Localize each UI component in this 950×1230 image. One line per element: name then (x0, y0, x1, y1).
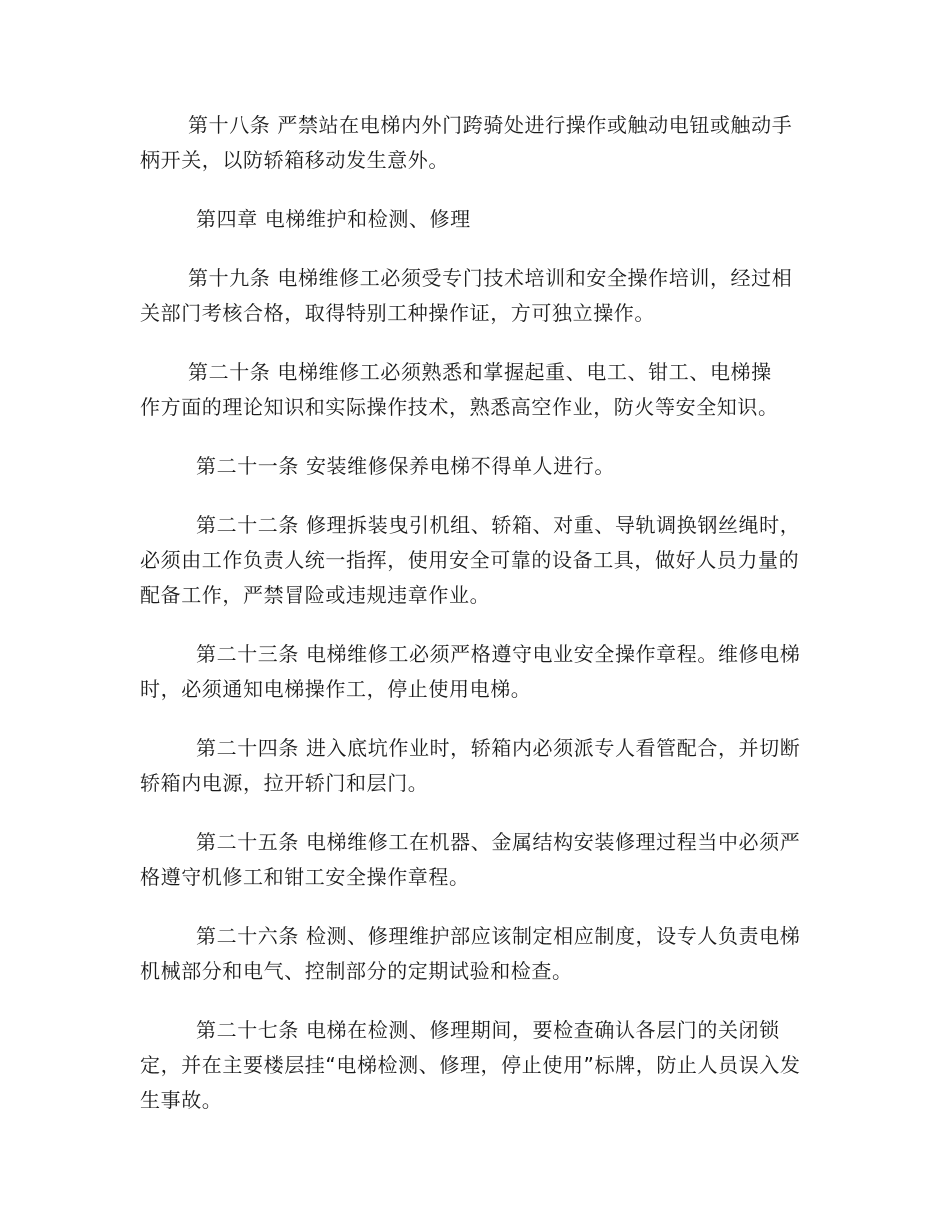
article-22: 第二十二条 修理拆装曳引机组、轿箱、对重、导轨调换钢丝绳时，必须由工作负责人统一指挥，使用安全可靠的设备工具，做好人员力量的配备工作，严禁冒险或违规违章作业。 (140, 513, 801, 607)
document-body (140, 108, 805, 1142)
article-24: 第二十四条 进入底坑作业时，轿箱内必须派专人看管配合，并切断轿箱内电源，拉开轿门和层门。 (140, 736, 801, 795)
article-23: 第二十三条 电梯维修工必须严格遵守电业安全操作章程。维修电梯时，必须通知电梯操作工，停止使用电梯。 (140, 642, 801, 701)
article-19: 第十九条 电梯维修工必须受专门技术培训和安全操作培训，经过相关部门考核合格，取得特别工种操作证，方可独立操作。 (140, 266, 793, 325)
article-18: 第十八条 严禁站在电梯内外门跨骑处进行操作或触动电钮或触动手柄开关，以防轿箱移动发生意外。 (140, 113, 793, 172)
article-25: 第二十五条 电梯维修工在机器、金属结构安装修理过程当中必须严格遵守机修工和钳工安全操作章程。 (140, 830, 801, 889)
chapter-heading: 第四章 电梯维护和检测、修理 (196, 207, 471, 231)
article-27: 第二十七条 电梯在检测、修理期间，要检查确认各层门的关闭锁定，并在主要楼层挂“电梯检测、修理，停止使用”标牌，防止人员误入发生事故。 (140, 1018, 801, 1112)
article-26: 第二十六条 检测、修理维护部应该制定相应制度，设专人负责电梯机械部分和电气、控制部分的定期试验和检查。 (140, 924, 801, 983)
article-20: 第二十条 电梯维修工必须熟悉和掌握起重、电工、钳工、电梯操作方面的理论知识和实际操作技术，熟悉高空作业，防火等安全知识。 (140, 360, 779, 419)
article-21: 第二十一条 安装维修保养电梯不得单人进行。 (196, 454, 615, 478)
